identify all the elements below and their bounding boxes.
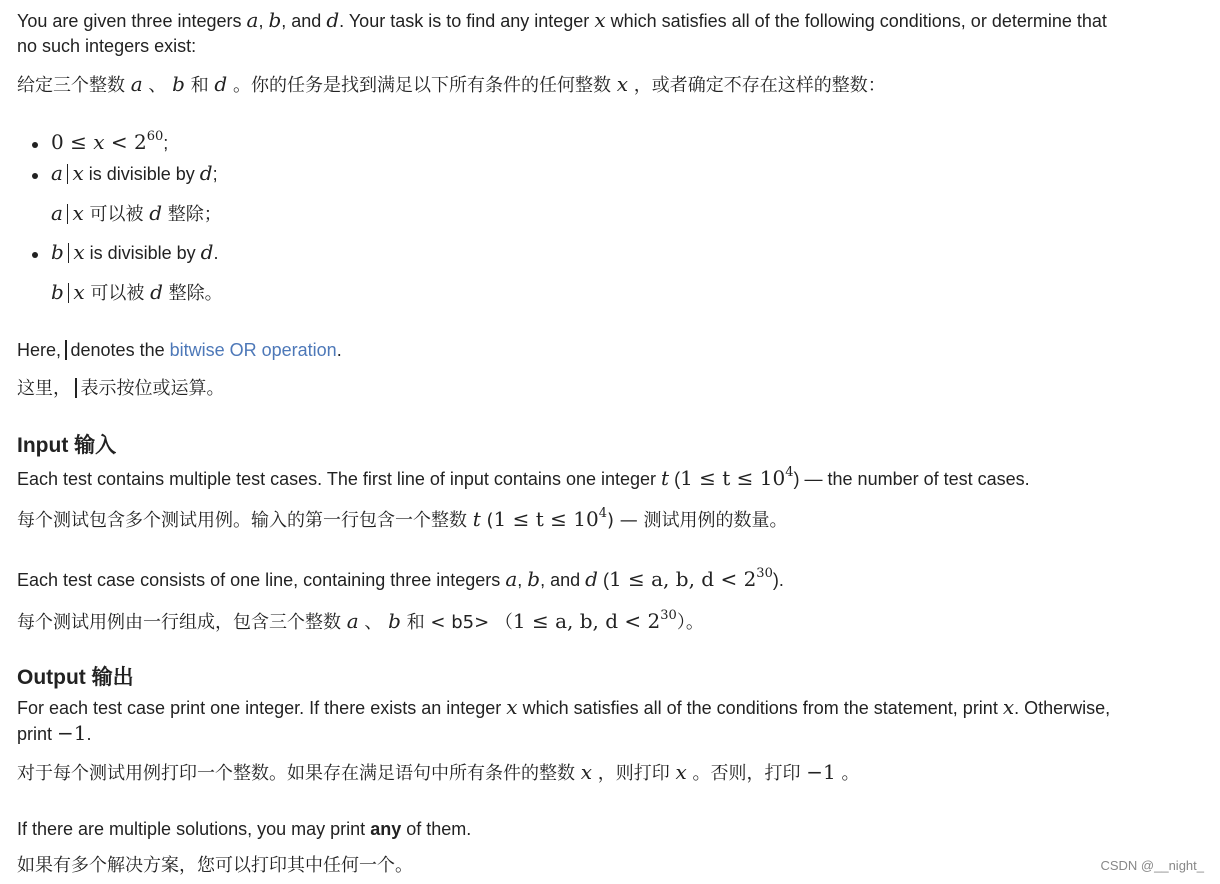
condition-2-zh: a x 可以被 d 整除； [51, 201, 222, 225]
input-heading: Input 输入 [17, 434, 117, 457]
output-line-zh: 对于每个测试用例打印一个整数。如果存在满足语句中所有条件的整数 x ，则打印 x 。否则，打印 −1 。 [17, 760, 860, 784]
input-line-1: Each test contains multiple test cases. The first line of input contains one integer t $(1 \le t \le 10^4)$ — the number of test cases. [17, 465, 1030, 490]
condition-3-zh: b x 可以被 d 整除。 [51, 280, 223, 304]
output-line-3-zh: 如果有多个解决方案，您可以打印其中任何一个。 [17, 855, 413, 876]
or-pipe [67, 164, 69, 184]
intro-line-2: no such integers exist: [17, 36, 197, 56]
condition-1: $0 \le x < 2^{60}$; [51, 129, 169, 154]
output-line-1: For each test case print one integer. If there exists an integer x which satisfies all of the conditions from the statement, print x. Otherwise, [17, 695, 1111, 719]
condition-2: a x is divisible by d; [51, 161, 218, 185]
bitwise-or-link[interactable]: bitwise OR operation [169, 340, 337, 360]
bullet-1 [32, 142, 38, 148]
output-heading: Output 输出 [17, 666, 134, 689]
or-note-zh: 这里， 表示按位或运算。 [17, 378, 225, 399]
condition-3: b x is divisible by d. [51, 240, 219, 264]
input-line-2-zh: 每个测试用例由一行组成，包含三个整数 a 、 b 和 < b5> （1 ≤ a, b, $d < 2^{30}$）。 [17, 608, 704, 633]
input-line-2: Each test case consists of one line, containing three integers a, b, and d (1 ≤ a, b, $d < 2^{30}$). [17, 566, 784, 591]
bullet-2 [32, 173, 38, 179]
intro-zh: 给定三个整数 a 、 b 和 d 。你的任务是找到满足以下所有条件的任何整数 x ，或者确定不存在这样的整数： [17, 72, 886, 96]
output-line-2: print −1. [17, 721, 92, 745]
bullet-3 [32, 252, 38, 258]
or-note: Here, denotes the bitwise OR operation. [17, 340, 342, 360]
watermark: CSDN @__night_ [1100, 858, 1204, 873]
input-line-1-zh: 每个测试包含多个测试用例。输入的第一行包含一个整数 t $(1 \le t \le 10^4)$ — 测试用例的数量。 [17, 506, 788, 531]
intro-line-1: You are given three integers a, b, and d. Your task is to find any integer x which satisfies all of the following conditions, or determine that [17, 8, 1107, 32]
output-line-3: If there are multiple solutions, you may print any of them. [17, 819, 472, 839]
